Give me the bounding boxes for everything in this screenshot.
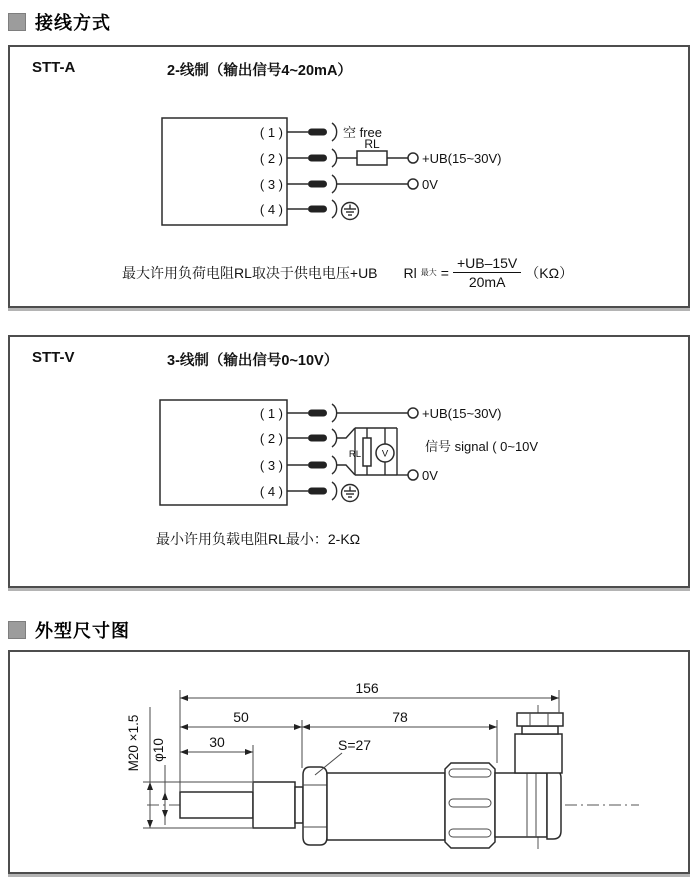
dim-78-label: 78 — [392, 709, 408, 725]
outline-dimension-drawing — [117, 665, 662, 865]
section-marker-icon — [8, 621, 26, 639]
pin-label: ( 3 ) — [259, 458, 283, 473]
zero-volt-label: 0V — [422, 468, 438, 483]
sttv-note: 最小许用负载电阻RL最小：2-KΩ — [156, 531, 361, 547]
formula-numerator: +UB–15V — [453, 255, 521, 273]
housing-end — [495, 773, 547, 837]
end-cap — [547, 770, 561, 839]
dimensions-panel — [8, 650, 690, 874]
sttv-subtitle: 3-线制（输出信号0~10V） — [167, 353, 339, 369]
ub-label: +UB(15~30V) — [422, 151, 502, 166]
pin3-wire — [287, 175, 418, 193]
pin-label: ( 3 ) — [259, 177, 283, 192]
stta-note: 最大许用负荷电阻RL取决于供电电压+UB — [122, 264, 378, 281]
stta-wiring-diagram — [140, 105, 580, 240]
load-resistor — [357, 151, 387, 165]
pin-label: ( 4 ) — [259, 202, 283, 217]
earth-ground-icon — [342, 485, 359, 502]
formula-fraction — [453, 255, 521, 290]
dim-30-label: 30 — [209, 734, 225, 750]
formula-subscript: 最大 — [420, 268, 437, 278]
coupling-nut — [445, 763, 495, 848]
dimensions-section-header — [8, 617, 130, 643]
dim-50-label: 50 — [233, 709, 249, 725]
dim-m20-label: M20 ×1.5 — [126, 714, 141, 772]
stta-model-label: STT-A — [32, 59, 76, 76]
dim-phi10-label: φ10 — [151, 738, 166, 762]
pin2-wire — [287, 428, 355, 447]
pin1-wire — [287, 123, 337, 141]
voltmeter-label: V — [381, 448, 389, 460]
terminal-0v — [408, 179, 418, 189]
dim-156-label: 156 — [355, 680, 379, 696]
connector-neck — [522, 726, 558, 734]
terminal-ub — [408, 408, 418, 418]
thread-step — [295, 787, 303, 823]
stta-subtitle: 2-线制（输出信号4~20mA） — [167, 63, 352, 79]
terminal-0v — [408, 470, 418, 480]
pin4-wire — [287, 482, 337, 500]
pin4-wire — [287, 200, 337, 218]
thread-section — [253, 782, 295, 828]
formula-lhs: Rl — [403, 264, 417, 281]
hex-nut — [303, 767, 327, 845]
dim-s27-label: S=27 — [338, 737, 372, 753]
pressure-probe — [180, 792, 253, 818]
pin-label: ( 1 ) — [259, 125, 283, 140]
stta-note-row — [122, 255, 573, 290]
earth-ground-icon — [342, 203, 359, 220]
connector-body — [515, 734, 562, 773]
stta-formula — [404, 255, 574, 290]
pin1-wire — [287, 404, 418, 422]
dimensions-section-title: 外型尺寸图 — [35, 621, 130, 641]
sttv-model-label: STT-V — [32, 349, 75, 366]
section-marker-icon — [8, 13, 26, 31]
formula-unit: （KΩ） — [525, 264, 574, 281]
pin1-free-label: 空 free — [343, 125, 383, 140]
pin2-wire — [287, 149, 418, 167]
pin-label: ( 2 ) — [259, 151, 283, 166]
pin-label: ( 1 ) — [259, 406, 283, 421]
sttv-panel — [8, 335, 690, 588]
main-body — [327, 773, 445, 840]
load-resistor — [363, 438, 371, 466]
sttv-wiring-diagram — [140, 390, 580, 520]
rl-label: RL — [364, 137, 380, 151]
rl-label: RL — [348, 449, 361, 460]
formula-equals: = — [440, 264, 449, 281]
pin3-wire — [287, 456, 355, 475]
signal-label: 信号 signal ( 0~10V — [425, 439, 539, 454]
pin-label: ( 4 ) — [259, 484, 283, 499]
formula-denominator: 20mA — [468, 274, 506, 291]
stta-panel — [8, 45, 690, 308]
ub-label: +UB(15~30V) — [422, 406, 502, 421]
cable-gland-hex — [517, 713, 563, 726]
terminal-ub — [408, 153, 418, 163]
dim-30 — [180, 734, 253, 792]
wiring-section-header — [8, 9, 111, 35]
pin-label: ( 2 ) — [259, 431, 283, 446]
wiring-section-title: 接线方式 — [35, 13, 111, 33]
zero-volt-label: 0V — [422, 177, 438, 192]
